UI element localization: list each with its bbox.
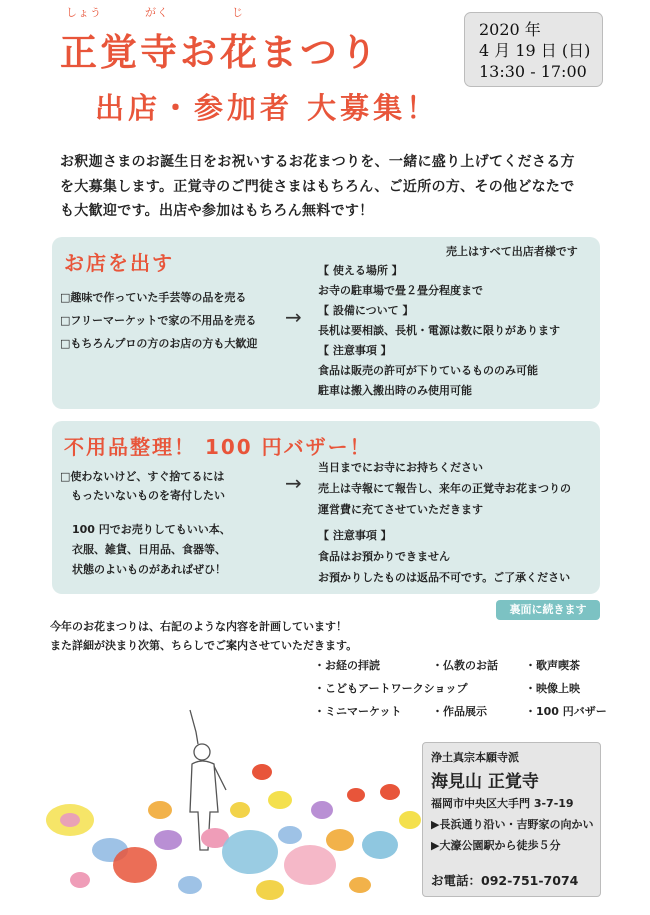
event-item: ・映像上映 <box>525 682 580 695</box>
title-ruby-sho: しょう <box>66 6 102 19</box>
continued-badge: 裏面に続きます <box>496 600 600 620</box>
intro-line: を大募集します。正覚寺のご門徒さまはもちろん、ご近所の方、その他どなたで <box>60 178 575 195</box>
bazaar-left-line: 100 円でお売りしてもいい本、 <box>72 523 231 536</box>
flower-illustration <box>40 700 430 915</box>
shop-title: お店を出す <box>64 251 174 275</box>
bazaar-left-line: 状態のよいものがあればぜひ！ <box>72 563 226 576</box>
shop-detail: 長机は要相談、長机・電源は数に限りがあります <box>318 324 560 337</box>
shop-detail: お寺の駐車場で畳２畳分程度まで <box>318 284 483 297</box>
bazaar-title: 不用品整理！ 100 円バザー！ <box>64 435 372 459</box>
event-item: ・ミニマーケット <box>314 705 402 718</box>
shop-item: □フリーマーケットで家の不用品を売る <box>60 314 257 327</box>
intro-text <box>60 150 620 224</box>
intro-line: も大歓迎です。出店や参加はもちろん無料です！ <box>60 203 374 219</box>
event-time: 13:30 - 17:00 <box>479 62 587 81</box>
bazaar-right-line: 運営費に充てさせていただきます <box>318 503 483 516</box>
bazaar-right-line: お預かりしたものは返品不可です。ご了承ください <box>318 571 571 584</box>
shop-item: □趣味で作っていた手芸等の品を売る <box>60 291 247 304</box>
bazaar-left-line: □使わないけど、すぐ捨てるには <box>60 470 225 483</box>
event-day: 4 月 19 日 (日) <box>479 41 591 60</box>
intro-line: お釈迦さまのお誕生日をお祝いするお花まつりを、一緒に盛り上げてくださる方 <box>60 154 575 170</box>
contact-access: ▶長浜通り沿い・吉野家の向かい <box>431 818 594 831</box>
bazaar-right-line: 食品はお預かりできません <box>318 550 450 563</box>
bazaar-left-line: もったいないものを寄付したい <box>60 489 225 502</box>
bazaar-arrow: → <box>285 471 302 495</box>
contact-access: ▶大濠公園駅から徒歩５分 <box>431 839 561 852</box>
shop-detail: 食品は販売の許可が下りているもののみ可能 <box>318 364 538 377</box>
event-item: ・100 円バザー <box>525 705 607 718</box>
contact-address: 福岡市中央区大手門 3-7-19 <box>431 797 574 810</box>
bazaar-left-line: 衣服、雑貨、日用品、食器等、 <box>72 543 226 556</box>
page-title: 正覚寺お花まつり <box>60 31 380 74</box>
date-box <box>464 12 603 87</box>
bazaar-right-line: 【 注意事項 】 <box>318 529 392 542</box>
contact-phone: お電話：092-751-7074 <box>431 873 579 888</box>
page-subtitle: 出店・参加者 大募集！ <box>95 91 440 125</box>
shop-detail: 【 設備について 】 <box>318 304 414 317</box>
event-item: ・作品展示 <box>432 705 487 718</box>
shop-arrow: → <box>285 305 302 329</box>
event-item: ・お経の拝読 <box>314 659 380 672</box>
shop-detail: 駐車は搬入搬出時のみ使用可能 <box>318 384 472 397</box>
contact-sect: 浄土真宗本願寺派 <box>431 751 519 764</box>
title-ruby-ji: じ <box>232 6 244 19</box>
bazaar-panel <box>52 421 600 594</box>
bazaar-right-line: 売上は寺報にて報告し、来年の正覚寺お花まつりの <box>318 482 571 495</box>
event-item: ・仏教のお話 <box>432 659 498 672</box>
title-ruby-gaku: がく <box>145 6 169 19</box>
shop-detail: 【 使える場所 】 <box>318 264 403 277</box>
bazaar-right-line: 当日までにお寺にお持ちください <box>318 461 483 474</box>
shop-detail: 【 注意事項 】 <box>318 344 392 357</box>
contact-temple: 海見山 正覚寺 <box>431 772 539 792</box>
plan-line: 今年のお花まつりは、右記のような内容を計画しています！ <box>50 620 347 633</box>
event-year: 2020 年 <box>479 20 541 39</box>
shop-panel <box>52 237 600 409</box>
event-item: ・こどもアートワークショップ <box>314 682 468 695</box>
plan-line: また詳細が決まり次第、ちらしでご案内させていただきます。 <box>50 639 358 652</box>
shop-note: 売上はすべて出店者様です <box>446 245 578 258</box>
flower-cluster-icon <box>46 764 421 900</box>
contact-box <box>422 742 601 897</box>
event-item: ・歌声喫茶 <box>525 659 580 672</box>
shop-item: □もちろんプロの方のお店の方も大歓迎 <box>60 337 258 350</box>
